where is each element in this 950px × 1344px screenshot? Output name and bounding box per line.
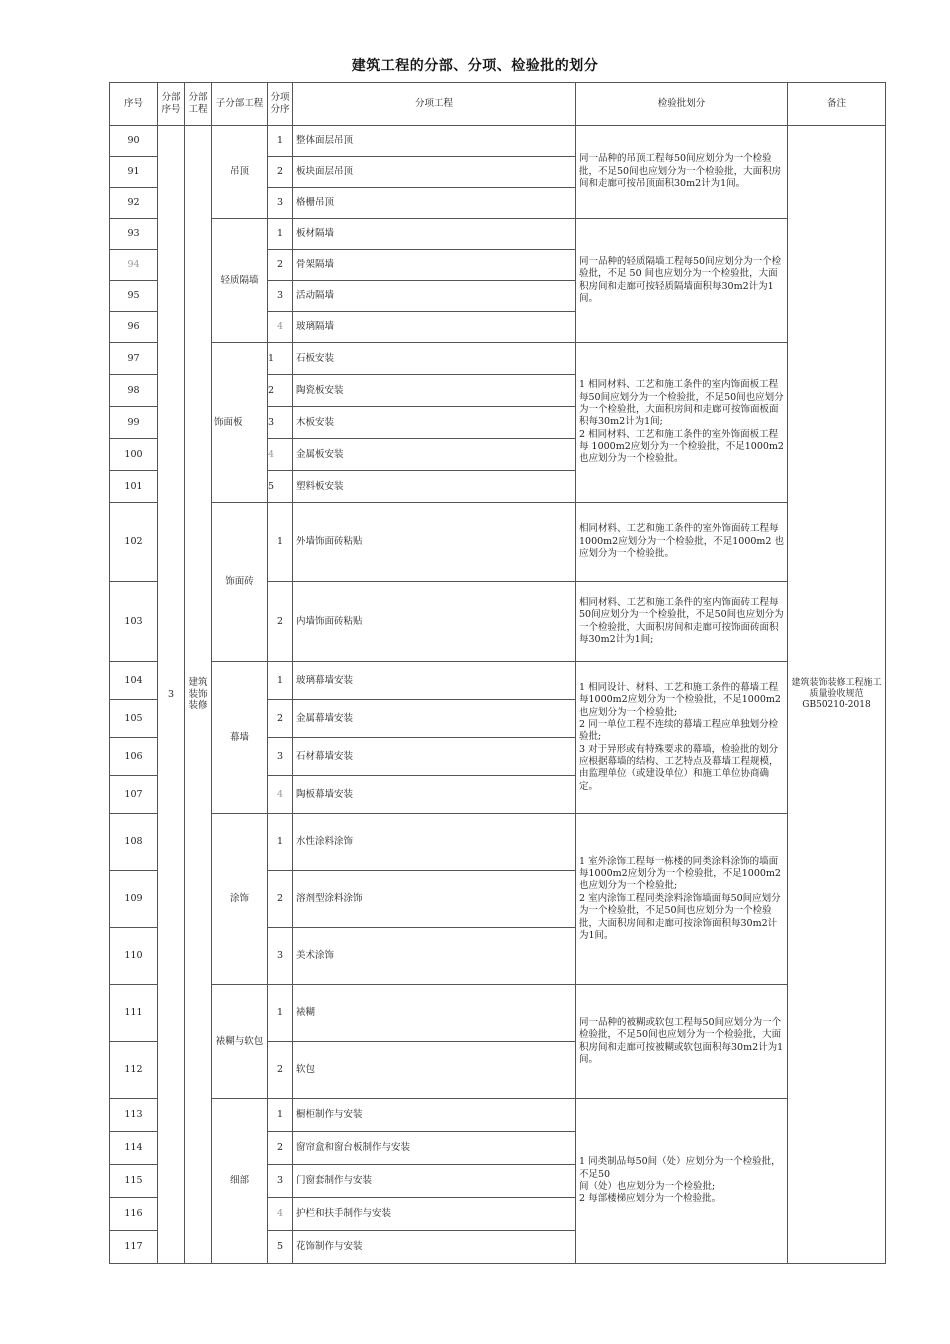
item-seq: 4 — [268, 1198, 293, 1231]
row-no: 95 — [110, 281, 158, 312]
item-seq: 2 — [268, 700, 293, 738]
row-no: 104 — [110, 662, 158, 700]
batch-rule: 相同材料、工艺和施工条件的室外饰面砖工程每1000m2应划分为一个检验批，不足1000m2 也应划分为一个检验批。 — [576, 503, 788, 582]
header-batch: 检验批划分 — [576, 83, 788, 126]
item-name: 溶剂型涂料涂饰 — [293, 871, 576, 928]
row-no: 105 — [110, 700, 158, 738]
item-name: 外墙饰面砖粘贴 — [293, 503, 576, 582]
item-name: 板块面层吊顶 — [293, 157, 576, 188]
item-name: 整体面层吊顶 — [293, 126, 576, 157]
item-seq: 1 — [268, 662, 293, 700]
row-no: 106 — [110, 738, 158, 776]
row-no: 90 — [110, 126, 158, 157]
row-no: 113 — [110, 1099, 158, 1132]
header-div-seq: 分部序号 — [158, 83, 185, 126]
item-name: 门窗套制作与安装 — [293, 1165, 576, 1198]
item-name: 软包 — [293, 1042, 576, 1099]
division-table — [109, 82, 886, 1264]
batch-rule: 1 室外涂饰工程每一栋楼的同类涂料涂饰的墙面每1000m2应划分为一个检验批，不足1000m2也应划分为一个检验批; 2 室内涂饰工程同类涂料涂饰墙面每50间应划分为一个检验批，不足50间也应划分为一个检验批，大面积房间和走廊可按涂饰面积每30m2计为1间。 — [576, 814, 788, 985]
item-name: 陶瓷板安装 — [293, 375, 576, 407]
row-no: 96 — [110, 312, 158, 343]
item-name: 板材隔墙 — [293, 219, 576, 250]
item-name: 木板安装 — [293, 407, 576, 439]
table-row — [110, 503, 886, 582]
item-name: 窗帘盒和窗台板制作与安装 — [293, 1132, 576, 1165]
item-seq: 2 — [268, 1132, 293, 1165]
remark: 建筑装饰装修工程施工质量验收规范GB50210-2018 — [788, 126, 886, 1264]
subdivision-name: 幕墙 — [212, 662, 268, 814]
batch-rule: 同一品种的轻质隔墙工程每50间应划分为一个检验批，不足 50 间也应划分为一个检验批，大面积房间和走廊可按轻质隔墙面积每30m2计为1间。 — [576, 219, 788, 343]
item-name: 石板安装 — [293, 343, 576, 375]
row-no: 98 — [110, 375, 158, 407]
row-no: 111 — [110, 985, 158, 1042]
item-name: 美术涂饰 — [293, 928, 576, 985]
table-row — [110, 662, 886, 700]
item-seq: 5 — [268, 471, 293, 503]
item-seq: 1 — [268, 1099, 293, 1132]
row-no: 116 — [110, 1198, 158, 1231]
table-row — [110, 814, 886, 871]
batch-rule: 1 相同材料、工艺和施工条件的室内饰面板工程每50间应划分为一个检验批，不足50间也应划分为一个检验批，大面积房间和走廊可按饰面板面积每30m2计为1间; 2 相同材料、工艺和施工条件的室外饰面板工程每 1000m2应划分为一个检验批，不足1000m2也应划分为一个检验批。 — [576, 343, 788, 503]
item-seq: 5 — [268, 1231, 293, 1264]
header-item-seq: 分项分序 — [268, 83, 293, 126]
item-name: 活动隔墙 — [293, 281, 576, 312]
header-div-name: 分部工程 — [185, 83, 212, 126]
item-seq: 1 — [268, 503, 293, 582]
subdivision-name: 饰面砖 — [212, 503, 268, 662]
row-no: 117 — [110, 1231, 158, 1264]
row-no: 93 — [110, 219, 158, 250]
item-seq: 4 — [268, 312, 293, 343]
table-row — [110, 1099, 886, 1132]
item-name: 格栅吊顶 — [293, 188, 576, 219]
table-row — [110, 126, 886, 157]
item-name: 橱柜制作与安装 — [293, 1099, 576, 1132]
item-name: 石材幕墙安装 — [293, 738, 576, 776]
division-name: 建筑装饰装修 — [185, 126, 212, 1264]
row-no: 108 — [110, 814, 158, 871]
subdivision-name: 吊顶 — [212, 126, 268, 219]
batch-rule: 1 相同设计、材料、工艺和施工条件的幕墙工程每1000m2应划分为一个检验批，不足1000m2也应划分为一个检验批; 2 同一单位工程不连续的幕墙工程应单独划分检验批; 3 对于异形或有特殊要求的幕墙，检验批的划分应根据幕墙的结构、工艺特点及幕墙工程规模，由监理单位（或建设单位）和施工单位协商确定。 — [576, 662, 788, 814]
row-no: 103 — [110, 582, 158, 662]
header-item: 分项工程 — [293, 83, 576, 126]
header-seq: 序号 — [110, 83, 158, 126]
row-no: 101 — [110, 471, 158, 503]
batch-rule: 相同材料、工艺和施工条件的室内饰面砖工程每50间应划分为一个检验批，不足50间也应划分为一个检验批，大面积房间和走廊可按饰面砖面积每30m2计为1间; — [576, 582, 788, 662]
batch-rule: 同一品种的吊顶工程每50间应划分为一个检验批，不足50间也应划分为一个检验批，大面积房间和走廊可按吊顶面积30m2计为1间。 — [576, 126, 788, 219]
row-no: 91 — [110, 157, 158, 188]
table-row — [110, 343, 886, 375]
header-row — [110, 83, 886, 126]
item-name: 裱糊 — [293, 985, 576, 1042]
row-no: 112 — [110, 1042, 158, 1099]
item-name: 骨架隔墙 — [293, 250, 576, 281]
item-name: 内墙饰面砖粘贴 — [293, 582, 576, 662]
row-no: 114 — [110, 1132, 158, 1165]
item-name: 金属板安装 — [293, 439, 576, 471]
row-no: 110 — [110, 928, 158, 985]
item-name: 陶板幕墙安装 — [293, 776, 576, 814]
item-name: 水性涂料涂饰 — [293, 814, 576, 871]
row-no: 107 — [110, 776, 158, 814]
item-seq: 3 — [268, 738, 293, 776]
item-seq: 2 — [268, 250, 293, 281]
item-seq: 1 — [268, 126, 293, 157]
item-name: 金属幕墙安装 — [293, 700, 576, 738]
item-seq: 1 — [268, 985, 293, 1042]
item-seq: 2 — [268, 1042, 293, 1099]
item-seq: 2 — [268, 582, 293, 662]
item-name: 塑料板安装 — [293, 471, 576, 503]
subdivision-name: 饰面板 — [212, 343, 268, 503]
item-seq: 3 — [268, 188, 293, 219]
table-row — [110, 219, 886, 250]
item-name: 玻璃隔墙 — [293, 312, 576, 343]
batch-rule: 同一品种的被糊或软包工程每50间应划分为一个检验批，不足50间也应划分为一个检验批，大面积房间和走廊可按被糊或软包面积每30m2计为1间。 — [576, 985, 788, 1099]
item-name: 玻璃幕墙安装 — [293, 662, 576, 700]
subdivision-name: 细部 — [212, 1099, 268, 1264]
subdivision-name: 轻质隔墙 — [212, 219, 268, 343]
table-row — [110, 985, 886, 1042]
subdivision-name: 裱糊与软包 — [212, 985, 268, 1099]
item-seq: 3 — [268, 928, 293, 985]
row-no: 102 — [110, 503, 158, 582]
header-remark: 备注 — [788, 83, 886, 126]
row-no: 115 — [110, 1165, 158, 1198]
item-name: 护栏和扶手制作与安装 — [293, 1198, 576, 1231]
division-seq: 3 — [158, 126, 185, 1264]
item-seq: 1 — [268, 814, 293, 871]
item-seq: 4 — [268, 439, 293, 471]
item-seq: 2 — [268, 375, 293, 407]
item-seq: 3 — [268, 407, 293, 439]
row-no: 99 — [110, 407, 158, 439]
item-seq: 1 — [268, 219, 293, 250]
item-seq: 3 — [268, 1165, 293, 1198]
subdivision-name: 涂饰 — [212, 814, 268, 985]
batch-rule: 1 同类制品每50间（处）应划分为一个检验批，不足50 间（处）也应划分为一个检验批; 2 每部楼梯应划分为一个检验批。 — [576, 1099, 788, 1264]
row-no: 92 — [110, 188, 158, 219]
row-no: 100 — [110, 439, 158, 471]
item-seq: 2 — [268, 157, 293, 188]
item-seq: 4 — [268, 776, 293, 814]
row-no: 97 — [110, 343, 158, 375]
header-subdiv: 子分部工程 — [212, 83, 268, 126]
item-seq: 2 — [268, 871, 293, 928]
row-no: 109 — [110, 871, 158, 928]
item-name: 花饰制作与安装 — [293, 1231, 576, 1264]
item-seq: 3 — [268, 281, 293, 312]
item-seq: 1 — [268, 343, 293, 375]
page-title: 建筑工程的分部、分项、检验批的划分 — [351, 58, 599, 74]
row-no: 94 — [110, 250, 158, 281]
